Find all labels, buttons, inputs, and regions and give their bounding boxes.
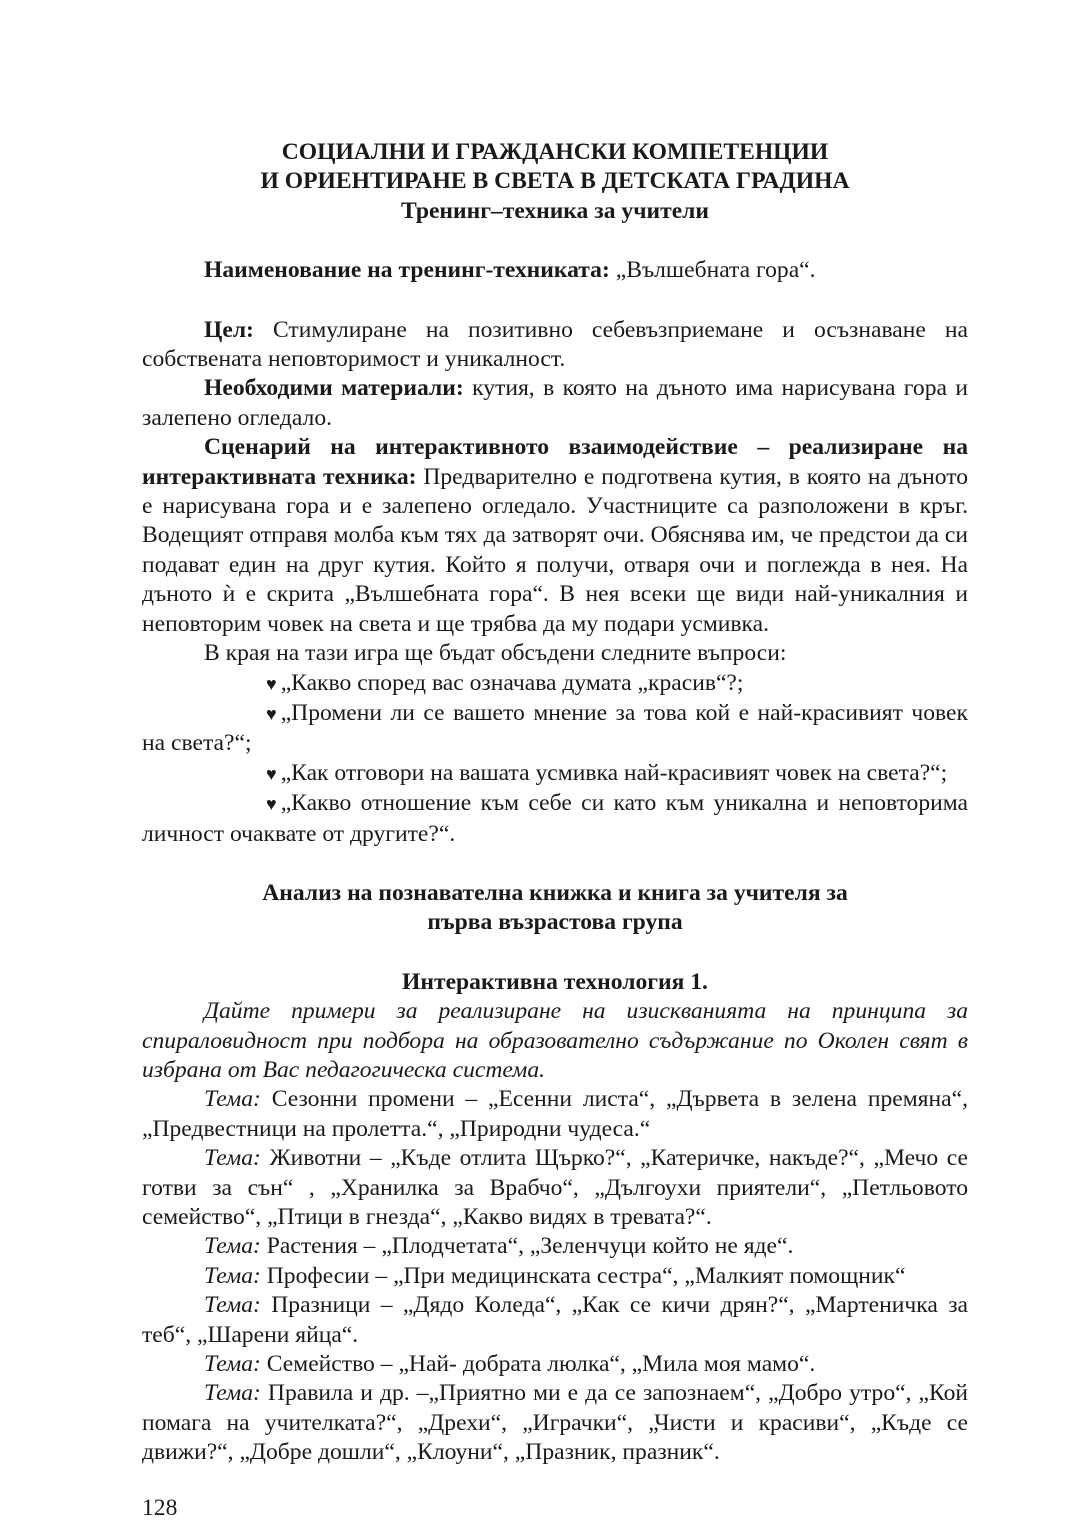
goal-paragraph	[142, 316, 968, 375]
page-content	[142, 138, 968, 1523]
theme-label: Тема:	[204, 1233, 261, 1260]
theme-label: Тема:	[204, 1351, 261, 1378]
title-line-1: СОЦИАЛНИ И ГРАЖДАНСКИ КОМПЕТЕНЦИИ	[281, 139, 829, 165]
heart-icon: ♥	[266, 703, 277, 724]
question-item-2	[142, 699, 968, 759]
theme-label: Тема:	[204, 1262, 261, 1289]
question-text-1: „Какво според вас означава думата „красив“?;	[280, 669, 744, 696]
theme-item-3	[142, 1232, 968, 1261]
heart-icon: ♥	[266, 763, 277, 784]
question-item-3	[142, 759, 968, 789]
theme-item-7	[142, 1379, 968, 1467]
theme-label: Тема:	[204, 1292, 261, 1319]
theme-text-3: Растения – „Плодчетата“, „Зеленчуци който не яде“.	[260, 1233, 794, 1260]
task-paragraph: Дайте примери за реализиране на изискванията на принципа за спираловидност при подбора на образователно съдържание по Околен свят в избрана от Вас педагогическа система.	[142, 998, 968, 1083]
materials-paragraph	[142, 374, 968, 433]
technique-name-paragraph	[142, 256, 968, 285]
materials-label: Необходими материали:	[204, 375, 464, 402]
questions-intro: В края на тази игра ще бъдат обсъдени следните въпроси:	[204, 640, 787, 667]
technique-name-value: „Вълшебната гора“.	[609, 257, 816, 284]
scenario-text: Предварително е подготвена кутия, в която на дъното е нарисувана гора и е залепено огледало. Участниците са разположени в кръг. Водещият отправя молба към тях да затворят очи. Обяснява им, че предстои да си подават един на друг кутия. Който я получи, отваря очи и поглежда в нея. На дъното ѝ е скрита „Вълшебната гора“. В нея всеки ще види най-уникалния и неповторим човек на света и ще трябва да му подари усмивка.	[142, 463, 969, 637]
scenario-label: Сценарий на интерактивното взаимодействие – реализиране на интерактивната техника:	[142, 434, 968, 490]
technique-name-label: Наименование на тренинг-техниката:	[204, 257, 610, 284]
theme-text-1: Сезонни промени – „Есенни листа“, „Дървета в зелена премяна“, „Предвестници на пролетта.“, „Природни чудеса.“	[142, 1086, 968, 1142]
theme-item-4	[142, 1262, 968, 1291]
analysis-heading	[142, 879, 968, 938]
analysis-heading-line-2: първа възрастова група	[427, 909, 683, 936]
question-text-4: „Какво отношение към себе си като към уникална и неповторима личност очаквате от другите?“.	[142, 790, 968, 847]
question-text-2: „Промени ли се вашето мнение за това кой е най-красивият човек на света?“;	[142, 699, 968, 757]
theme-text-7: Правила и др. –„Приятно ми е да се запознаем“, „Добро утро“, „Кой помага на учителката?“, „Дрехи“, „Играчки“, „Чисти и красиви“, „Къде се движи?“, „Добре дошли“, „Клоуни“, „Празник, празник“.	[142, 1380, 968, 1466]
theme-label: Тема:	[204, 1380, 261, 1407]
theme-text-5: Празници – „Дядо Коледа“, „Как се кичи дрян?“, „Мартеничка за теб“, „Шарени яйца“.	[142, 1292, 968, 1348]
page-number: 128	[142, 1494, 178, 1521]
title-line-2: И ОРИЕНТИРАНЕ В СВЕТА В ДЕТСКАТА ГРАДИНА	[260, 168, 850, 195]
question-text-3: „Как отговори на вашата усмивка най-красивият човек на света?“;	[280, 759, 948, 786]
theme-text-2: Животни – „Къде отлита Щърко?“, „Катеричке, накъде?“, „Мечо се готви за сън“ , „Хранилка за Врабчо“, „Дългоухи приятели“, „Петльовото семейство“, „Птици в гнезда“, „Какво видях в тревата?“.	[142, 1145, 968, 1230]
theme-text-4: Професии – „При медицинската сестра“, „Малкият помощник“	[260, 1262, 906, 1289]
scenario-paragraph	[142, 433, 968, 639]
heart-icon: ♥	[266, 673, 277, 694]
goal-text: Стимулиране на позитивно себевъзприемане и осъзнаване на собствената неповторимост и уникалност.	[142, 316, 968, 373]
materials-text: кутия, в която на дъното има нарисувана гора и залепено огледало.	[142, 375, 968, 431]
theme-label: Тема:	[204, 1145, 261, 1172]
technology-heading: Интерактивна технология 1.	[402, 968, 708, 995]
theme-item-2	[142, 1144, 968, 1232]
theme-item-6	[142, 1350, 968, 1379]
goal-label: Цел:	[204, 316, 254, 343]
theme-label: Тема:	[204, 1086, 261, 1113]
theme-item-1	[142, 1085, 968, 1144]
analysis-heading-line-1: Анализ на познавателна книжка и книга за учителя за	[262, 879, 848, 906]
theme-text-6: Семейство – „Най- добрата люлка“, „Мила моя мамо“.	[260, 1351, 816, 1378]
main-title	[142, 138, 968, 226]
question-item-1	[142, 669, 968, 699]
theme-item-5	[142, 1291, 968, 1350]
heart-icon: ♥	[266, 794, 277, 815]
title-subtitle: Тренинг–техника за учители	[401, 197, 709, 224]
question-item-4	[142, 789, 968, 849]
